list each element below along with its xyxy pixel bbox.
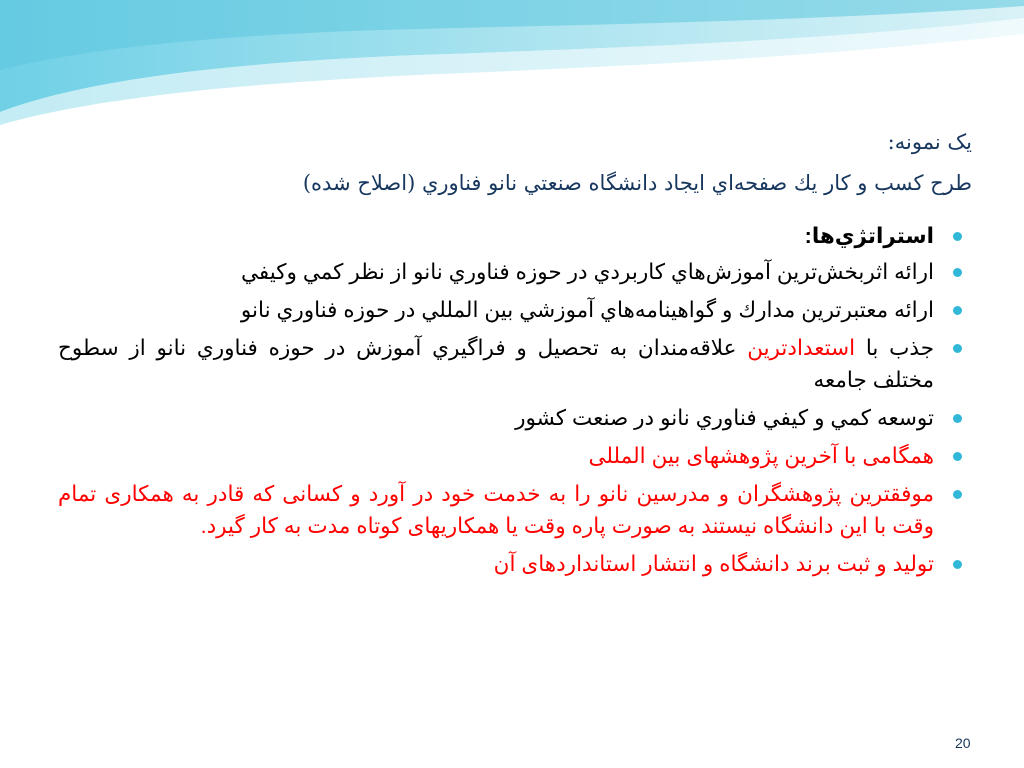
bullet-dot-icon (953, 560, 962, 569)
page-number: 20 (955, 735, 971, 751)
bullet-dot-icon (953, 452, 962, 461)
bullet-text: ارائه معتبرترين مدارك و گواهينامه‌هاي آموزشي بين المللي در حوزه فناوري نانو (240, 298, 934, 322)
bullet-dot-icon (953, 414, 962, 423)
bullet-dot-icon (953, 306, 962, 315)
list-item (58, 478, 970, 542)
bullet-text: استراتژي‌ها: (804, 224, 934, 248)
list-item (58, 440, 970, 472)
bullet-highlight-text: استعدادترين (747, 336, 856, 360)
bullet-text: توسعه كمي و كيفي فناوري نانو در صنعت كشور (515, 406, 934, 430)
bullet-dot-icon (953, 232, 962, 241)
bullet-dot-icon (953, 490, 962, 499)
list-item (58, 256, 970, 288)
slide-title-line-2: طرح كسب و كار يك صفحه‌اي ايجاد دانشگاه صنعتي نانو فناوري (اصلاح شده) (302, 171, 972, 195)
bullet-text: توليد و ثبت برند دانشگاه و انتشار استانداردهای آن (493, 552, 934, 576)
bullet-text: ارائه اثربخش‌ترين آموزش‌هاي كاربردي در حوزه فناوري نانو از نظر كمي وكيفي (240, 260, 934, 284)
bullet-list (58, 220, 970, 586)
bullet-dot-icon (953, 344, 962, 353)
bullet-heading-strategies (58, 220, 970, 252)
bullet-text-pre: جذب با (865, 336, 934, 360)
bullet-text-post: علاقه‌مندان به تحصيل و فراگيري آموزش در حوزه فناوري نانو از سطوح مختلف جامعه (58, 336, 934, 392)
bullet-dot-icon (953, 268, 962, 277)
bullet-text: موفقترين پژوهشگران و مدرسين نانو را به خدمت خود در آورد و كسانی كه قادر به همكاری تمام وقت با اين دانشگاه نيستند به صورت پاره وقت يا همكاريهای كوتاه مدت به كار گيرد. (58, 482, 934, 538)
slide-title-line-1: یک نمونه: (887, 130, 972, 154)
header-wave-decoration (0, 0, 1024, 125)
list-item (58, 548, 970, 580)
list-item (58, 402, 970, 434)
list-item (58, 294, 970, 326)
list-item (58, 332, 970, 396)
bullet-text: همگامی با آخرين پژوهشهای بين المللی (588, 444, 934, 468)
